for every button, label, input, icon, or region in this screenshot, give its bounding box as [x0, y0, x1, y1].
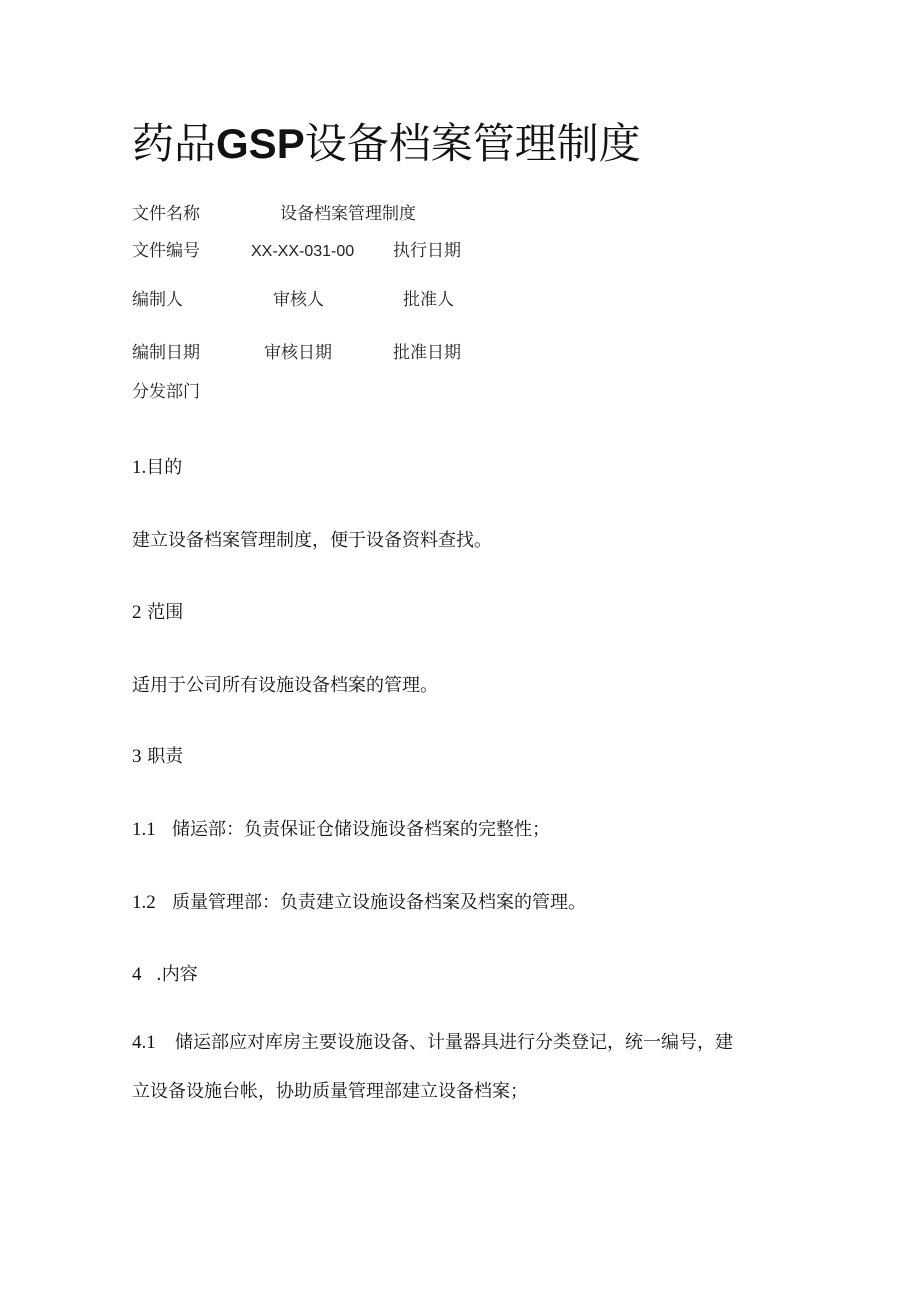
section-3-2-body: 质量管理部：负责建立设施设备档案及档案的管理。 [172, 892, 586, 913]
section-4-1-line-2: 立设备设施台帐，协助质量管理部建立设备档案； [132, 1081, 528, 1102]
section-2-heading [132, 601, 183, 625]
file-name-label: 文件名称 [132, 204, 200, 224]
file-no-label: 文件编号 [132, 241, 200, 261]
exec-date-label: 执行日期 [393, 241, 461, 261]
approve-date-label: 批准日期 [393, 343, 461, 363]
file-no-value: XX-XX-031-00 [251, 243, 355, 260]
review-date-label: 审核日期 [264, 343, 332, 363]
file-name-value: 设备档案管理制度 [280, 204, 416, 224]
section-4-heading [132, 963, 198, 987]
section-2-number: 2 [132, 602, 142, 623]
section-4-1-text-1: 储运部应对库房主要设施设备、计量器具进行分类登记，统一编号，建 [175, 1032, 733, 1053]
title-latin: GSP [216, 120, 305, 167]
section-3-number: 3 [132, 746, 142, 767]
title-prefix: 药品 [132, 119, 217, 168]
section-3-heading [132, 745, 183, 769]
section-3-1-number: 1.1 [132, 819, 156, 840]
title-suffix: 设备档案管理制度 [304, 119, 641, 168]
document-title [132, 118, 641, 170]
section-1-title: 目的 [146, 457, 183, 478]
section-2-title: 范围 [147, 602, 184, 623]
section-4-1-number: 4.1 [132, 1032, 156, 1053]
section-3-2 [132, 891, 586, 915]
dept-label: 分发部门 [132, 382, 200, 402]
approver-label: 批准人 [403, 290, 454, 310]
section-3-1 [132, 818, 550, 842]
author-label: 编制人 [132, 290, 183, 310]
section-4-1-line-1 [132, 1031, 733, 1055]
section-1-number: 1. [132, 457, 147, 478]
section-3-title: 职责 [147, 746, 184, 767]
author-date-label: 编制日期 [132, 343, 200, 363]
section-3-2-number: 1.2 [132, 892, 156, 913]
section-1-heading [132, 456, 182, 480]
section-3-1-body: 储运部：负责保证仓储设施设备档案的完整性； [172, 819, 550, 840]
section-2-body: 适用于公司所有设施设备档案的管理。 [132, 675, 438, 696]
reviewer-label: 审核人 [273, 290, 324, 310]
section-4-title: .内容 [156, 964, 198, 985]
section-4-number: 4 [132, 964, 142, 985]
section-1-body: 建立设备档案管理制度，便于设备资料查找。 [132, 530, 492, 551]
